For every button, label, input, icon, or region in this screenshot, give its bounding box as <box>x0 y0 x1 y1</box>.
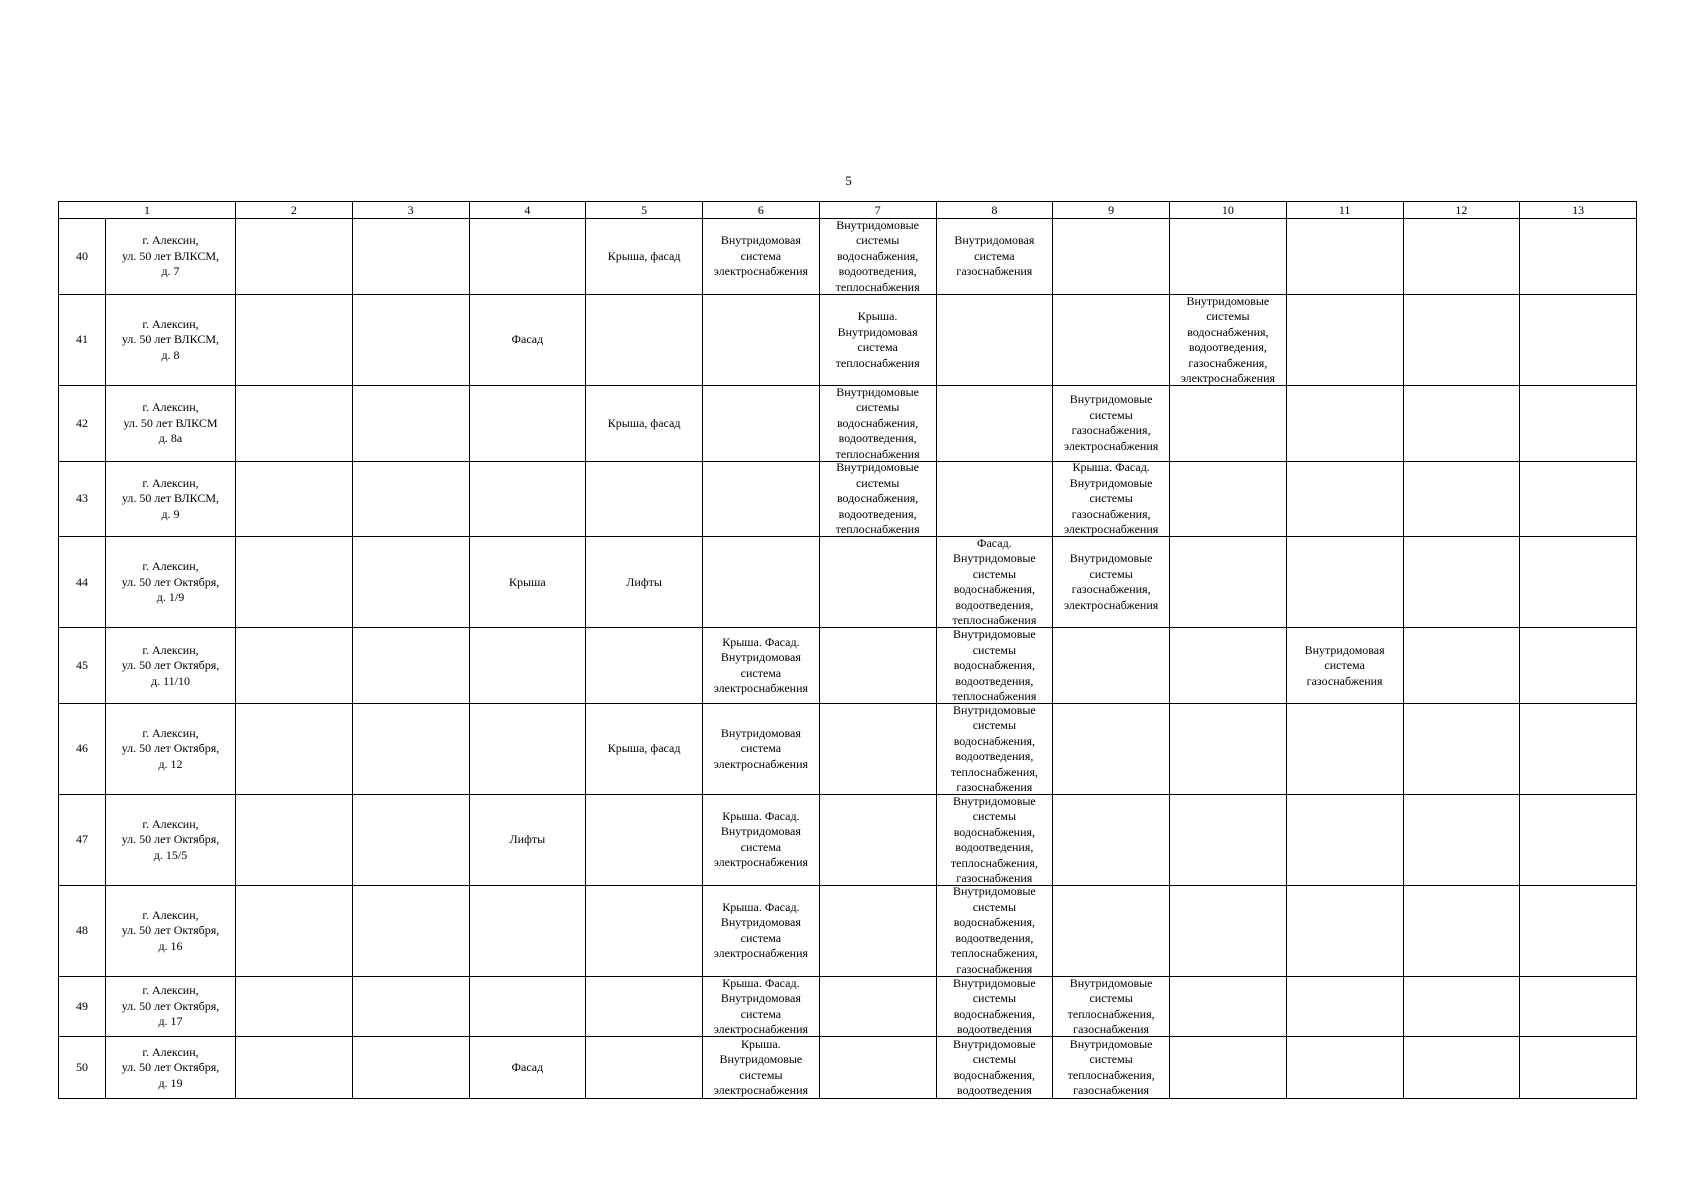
cell-col-2 <box>236 219 353 295</box>
column-header-6: 6 <box>703 202 820 219</box>
cell-col-3 <box>353 704 470 795</box>
cell-col-11 <box>1287 219 1404 295</box>
cell-col-7 <box>820 795 937 886</box>
cell-col-9: Внутридомовые системы теплоснабжения, газоснабжения <box>1053 1037 1170 1099</box>
cell-col-8: Внутридомовые системы водоснабжения, водоотведения, теплоснабжения <box>937 628 1054 704</box>
cell-col-6: Крыша. Фасад. Внутридомовая система электроснабжения <box>703 977 820 1038</box>
cell-col-5 <box>586 295 703 386</box>
cell-col-9: Внутридомовые системы теплоснабжения, газоснабжения <box>1053 977 1170 1038</box>
cell-col-3 <box>353 462 470 538</box>
cell-col-5 <box>586 628 703 704</box>
cell-col-3 <box>353 537 470 628</box>
cell-col-8: Внутридомовая система газоснабжения <box>937 219 1054 295</box>
cell-col-4 <box>470 704 587 795</box>
cell-col-6: Внутридомовая система электроснабжения <box>703 704 820 795</box>
address-cell: г. Алексин, ул. 50 лет Октября, д. 19 <box>106 1037 236 1099</box>
cell-col-3 <box>353 886 470 977</box>
row-number-cell: 41 <box>59 295 106 386</box>
cell-col-2 <box>236 537 353 628</box>
address-cell: г. Алексин, ул. 50 лет Октября, д. 15/5 <box>106 795 236 886</box>
cell-col-7 <box>820 886 937 977</box>
cell-col-5: Крыша, фасад <box>586 219 703 295</box>
cell-col-12 <box>1404 977 1521 1038</box>
cell-col-3 <box>353 1037 470 1099</box>
column-header-13: 13 <box>1520 202 1637 219</box>
cell-col-4: Фасад <box>470 295 587 386</box>
cell-col-2 <box>236 628 353 704</box>
cell-col-11: Внутридомовая система газоснабжения <box>1287 628 1404 704</box>
column-header-12: 12 <box>1404 202 1521 219</box>
cell-col-2 <box>236 795 353 886</box>
address-cell: г. Алексин, ул. 50 лет Октября, д. 17 <box>106 977 236 1038</box>
cell-col-13 <box>1520 628 1637 704</box>
cell-col-10 <box>1170 628 1287 704</box>
cell-col-5: Крыша, фасад <box>586 386 703 462</box>
cell-col-10 <box>1170 219 1287 295</box>
cell-col-10 <box>1170 795 1287 886</box>
cell-col-11 <box>1287 977 1404 1038</box>
column-header-3: 3 <box>353 202 470 219</box>
cell-col-4 <box>470 886 587 977</box>
cell-col-10 <box>1170 977 1287 1038</box>
cell-col-10 <box>1170 704 1287 795</box>
cell-col-2 <box>236 977 353 1038</box>
row-number-cell: 48 <box>59 886 106 977</box>
cell-col-3 <box>353 219 470 295</box>
cell-col-11 <box>1287 1037 1404 1099</box>
cell-col-2 <box>236 462 353 538</box>
cell-col-13 <box>1520 977 1637 1038</box>
cell-col-8 <box>937 295 1054 386</box>
cell-col-3 <box>353 795 470 886</box>
cell-col-13 <box>1520 795 1637 886</box>
address-cell: г. Алексин, ул. 50 лет ВЛКСМ, д. 7 <box>106 219 236 295</box>
row-number-cell: 46 <box>59 704 106 795</box>
cell-col-7: Внутридомовые системы водоснабжения, водоотведения, теплоснабжения <box>820 462 937 538</box>
row-number-cell: 45 <box>59 628 106 704</box>
cell-col-6 <box>703 295 820 386</box>
cell-col-10 <box>1170 537 1287 628</box>
repair-schedule-table <box>58 201 1637 1099</box>
cell-col-4 <box>470 977 587 1038</box>
row-number-cell: 42 <box>59 386 106 462</box>
cell-col-6: Крыша. Фасад. Внутридомовая система электроснабжения <box>703 628 820 704</box>
cell-col-9 <box>1053 628 1170 704</box>
cell-col-12 <box>1404 537 1521 628</box>
cell-col-8: Внутридомовые системы водоснабжения, водоотведения, теплоснабжения, газоснабжения <box>937 795 1054 886</box>
cell-col-7 <box>820 537 937 628</box>
column-header-9: 9 <box>1053 202 1170 219</box>
cell-col-4 <box>470 219 587 295</box>
cell-col-9: Внутридомовые системы газоснабжения, электроснабжения <box>1053 386 1170 462</box>
cell-col-10 <box>1170 462 1287 538</box>
cell-col-6: Внутридомовая система электроснабжения <box>703 219 820 295</box>
cell-col-12 <box>1404 219 1521 295</box>
cell-col-8 <box>937 462 1054 538</box>
row-number-cell: 40 <box>59 219 106 295</box>
cell-col-5: Лифты <box>586 537 703 628</box>
column-header-7: 7 <box>820 202 937 219</box>
cell-col-4: Лифты <box>470 795 587 886</box>
cell-col-9 <box>1053 295 1170 386</box>
cell-col-6 <box>703 537 820 628</box>
cell-col-11 <box>1287 462 1404 538</box>
cell-col-10 <box>1170 886 1287 977</box>
address-cell: г. Алексин, ул. 50 лет Октября, д. 11/10 <box>106 628 236 704</box>
row-number-cell: 43 <box>59 462 106 538</box>
cell-col-7: Крыша. Внутридомовая система теплоснабжения <box>820 295 937 386</box>
cell-col-8: Внутридомовые системы водоснабжения, водоотведения <box>937 977 1054 1038</box>
cell-col-12 <box>1404 628 1521 704</box>
address-cell: г. Алексин, ул. 50 лет Октября, д. 12 <box>106 704 236 795</box>
cell-col-6 <box>703 462 820 538</box>
cell-col-4 <box>470 628 587 704</box>
address-cell: г. Алексин, ул. 50 лет ВЛКСМ, д. 9 <box>106 462 236 538</box>
address-cell: г. Алексин, ул. 50 лет ВЛКСМ д. 8а <box>106 386 236 462</box>
cell-col-4 <box>470 386 587 462</box>
row-number-cell: 47 <box>59 795 106 886</box>
row-number-cell: 44 <box>59 537 106 628</box>
cell-col-5: Крыша, фасад <box>586 704 703 795</box>
cell-col-8: Фасад. Внутридомовые системы водоснабжения, водоотведения, теплоснабжения <box>937 537 1054 628</box>
cell-col-11 <box>1287 886 1404 977</box>
cell-col-3 <box>353 977 470 1038</box>
cell-col-9: Внутридомовые системы газоснабжения, электроснабжения <box>1053 537 1170 628</box>
cell-col-6: Крыша. Фасад. Внутридомовая система электроснабжения <box>703 795 820 886</box>
cell-col-5 <box>586 795 703 886</box>
cell-col-8 <box>937 386 1054 462</box>
page-number: 5 <box>845 173 852 188</box>
column-header-2: 2 <box>236 202 353 219</box>
cell-col-7 <box>820 1037 937 1099</box>
column-header-4: 4 <box>470 202 587 219</box>
cell-col-2 <box>236 1037 353 1099</box>
address-cell: г. Алексин, ул. 50 лет Октября, д. 16 <box>106 886 236 977</box>
row-number-cell: 50 <box>59 1037 106 1099</box>
cell-col-2 <box>236 386 353 462</box>
cell-col-12 <box>1404 1037 1521 1099</box>
cell-col-6: Крыша. Фасад. Внутридомовая система электроснабжения <box>703 886 820 977</box>
column-header-10: 10 <box>1170 202 1287 219</box>
cell-col-5 <box>586 462 703 538</box>
cell-col-8: Внутридомовые системы водоснабжения, водоотведения, теплоснабжения, газоснабжения <box>937 704 1054 795</box>
cell-col-12 <box>1404 704 1521 795</box>
row-number-cell: 49 <box>59 977 106 1038</box>
cell-col-4: Фасад <box>470 1037 587 1099</box>
cell-col-9 <box>1053 795 1170 886</box>
cell-col-13 <box>1520 1037 1637 1099</box>
cell-col-3 <box>353 628 470 704</box>
cell-col-9: Крыша. Фасад. Внутридомовые системы газоснабжения, электроснабжения <box>1053 462 1170 538</box>
address-cell: г. Алексин, ул. 50 лет Октября, д. 1/9 <box>106 537 236 628</box>
cell-col-5 <box>586 977 703 1038</box>
cell-col-8: Внутридомовые системы водоснабжения, водоотведения, теплоснабжения, газоснабжения <box>937 886 1054 977</box>
cell-col-11 <box>1287 537 1404 628</box>
cell-col-12 <box>1404 886 1521 977</box>
cell-col-7 <box>820 628 937 704</box>
cell-col-6: Крыша. Внутридомовые системы электроснабжения <box>703 1037 820 1099</box>
column-header-1: 1 <box>59 202 236 219</box>
column-header-11: 11 <box>1287 202 1404 219</box>
cell-col-12 <box>1404 462 1521 538</box>
cell-col-9 <box>1053 886 1170 977</box>
cell-col-7 <box>820 977 937 1038</box>
cell-col-13 <box>1520 886 1637 977</box>
cell-col-13 <box>1520 295 1637 386</box>
column-header-8: 8 <box>937 202 1054 219</box>
cell-col-4: Крыша <box>470 537 587 628</box>
cell-col-6 <box>703 386 820 462</box>
cell-col-9 <box>1053 704 1170 795</box>
cell-col-11 <box>1287 295 1404 386</box>
cell-col-5 <box>586 886 703 977</box>
cell-col-13 <box>1520 219 1637 295</box>
cell-col-10 <box>1170 1037 1287 1099</box>
cell-col-12 <box>1404 295 1521 386</box>
cell-col-3 <box>353 295 470 386</box>
cell-col-7 <box>820 704 937 795</box>
column-header-5: 5 <box>586 202 703 219</box>
cell-col-2 <box>236 295 353 386</box>
cell-col-9 <box>1053 219 1170 295</box>
cell-col-13 <box>1520 537 1637 628</box>
cell-col-3 <box>353 386 470 462</box>
cell-col-12 <box>1404 386 1521 462</box>
cell-col-4 <box>470 462 587 538</box>
cell-col-2 <box>236 886 353 977</box>
cell-col-12 <box>1404 795 1521 886</box>
cell-col-13 <box>1520 704 1637 795</box>
cell-col-11 <box>1287 704 1404 795</box>
cell-col-13 <box>1520 386 1637 462</box>
cell-col-13 <box>1520 462 1637 538</box>
cell-col-7: Внутридомовые системы водоснабжения, водоотведения, теплоснабжения <box>820 219 937 295</box>
cell-col-11 <box>1287 386 1404 462</box>
cell-col-10 <box>1170 386 1287 462</box>
cell-col-2 <box>236 704 353 795</box>
cell-col-11 <box>1287 795 1404 886</box>
address-cell: г. Алексин, ул. 50 лет ВЛКСМ, д. 8 <box>106 295 236 386</box>
cell-col-5 <box>586 1037 703 1099</box>
cell-col-10: Внутридомовые системы водоснабжения, водоотведения, газоснабжения, электроснабжения <box>1170 295 1287 386</box>
cell-col-8: Внутридомовые системы водоснабжения, водоотведения <box>937 1037 1054 1099</box>
cell-col-7: Внутридомовые системы водоснабжения, водоотведения, теплоснабжения <box>820 386 937 462</box>
